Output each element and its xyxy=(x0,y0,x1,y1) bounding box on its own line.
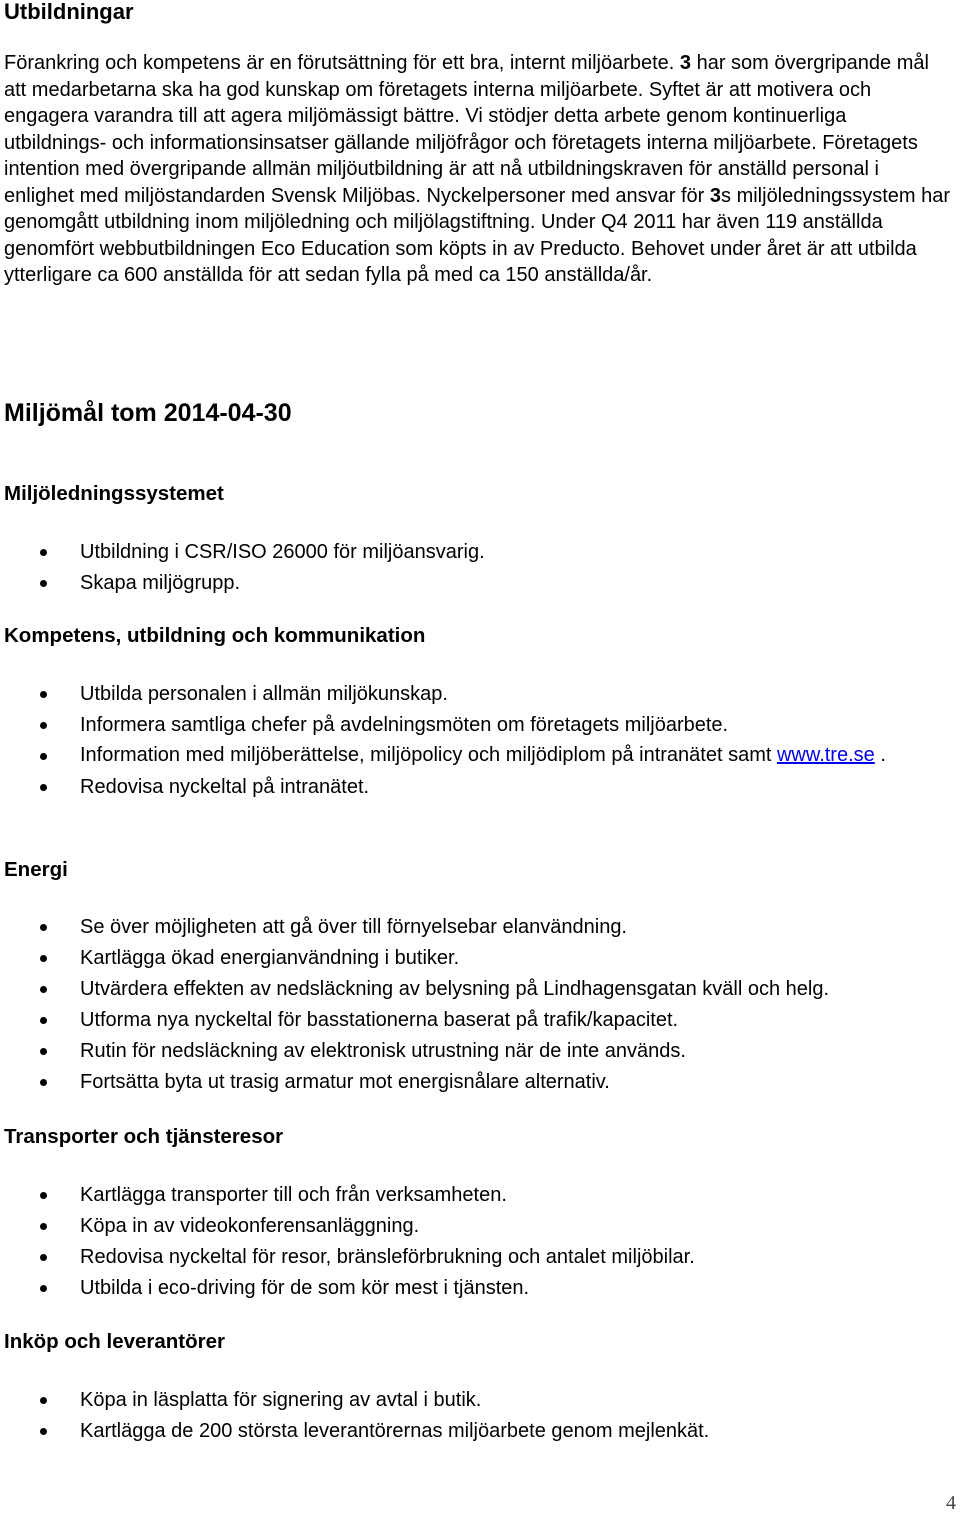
list-item: Utforma nya nyckeltal för basstationerna baserat på trafik/kapacitet. xyxy=(0,1005,950,1036)
inkop-list xyxy=(0,1385,950,1447)
section-title-energi: Energi xyxy=(4,858,68,881)
list-item xyxy=(0,741,950,772)
list-item: Fortsätta byta ut trasig armatur mot energisnålare alternativ. xyxy=(0,1067,950,1098)
list-item: Kartlägga transporter till och från verksamheten. xyxy=(0,1180,950,1211)
section-title-miljoledningssystemet: Miljöledningssystemet xyxy=(4,482,224,505)
brand-three: 3 xyxy=(709,184,722,207)
intro-text: har som övergripande mål att medarbetarna ska ha god kunskap om företagets interna miljöarbete. Syftet är att motivera och engagera varandra till att agera miljömässigt bättre. Vi stödjer detta arbete genom kontinuerliga utbildnings- och informationsinsatser gällande miljöfrågor och företagets interna miljöarbete. Företagets intention med övergripande allmän miljöutbildning är att nå utbildningskraven för anställd personal i enlighet med miljöstandarden Svensk Miljöbas. Nyckelpersoner med ansvar för xyxy=(4,52,929,207)
list-item: Utbilda personalen i allmän miljökunskap. xyxy=(0,679,950,710)
list-item: Utbildning i CSR/ISO 26000 för miljöansvarig. xyxy=(0,537,950,568)
miljoledningssystemet-list xyxy=(0,537,950,599)
section-title-kompetens: Kompetens, utbildning och kommunikation xyxy=(4,624,426,647)
list-item: Skapa miljögrupp. xyxy=(0,568,950,599)
intro-paragraph xyxy=(4,50,954,289)
brand-three: 3 xyxy=(679,52,692,74)
intro-text: s miljöledningssystem har genomgått utbildning inom miljöledning och miljölagstiftning. Under Q4 2011 har även 119 anställda genomfört webbutbildningen Eco Education som köpts in av Preducto. Behovet under året är att utbilda ytterligare ca 600 anställda för att sedan fylla på med ca 150 anställda/år. xyxy=(4,184,950,286)
list-item: Rutin för nedsläckning av elektronisk utrustning när de inte används. xyxy=(0,1036,950,1067)
list-item: Utbilda i eco-driving för de som kör mest i tjänsten. xyxy=(0,1273,950,1304)
list-item: Utvärdera effekten av nedsläckning av belysning på Lindhagensgatan kväll och helg. xyxy=(0,974,950,1005)
list-item: Kartlägga de 200 största leverantörernas miljöarbete genom mejlenkät. xyxy=(0,1416,950,1447)
list-item: Se över möjligheten att gå över till förnyelsebar elanvändning. xyxy=(0,912,950,943)
list-item: Köpa in läsplatta för signering av avtal i butik. xyxy=(0,1385,950,1416)
list-item: Köpa in av videokonferensanläggning. xyxy=(0,1211,950,1242)
list-item: Informera samtliga chefer på avdelningsmöten om företagets miljöarbete. xyxy=(0,710,950,741)
transporter-list xyxy=(0,1180,950,1304)
list-item: Redovisa nyckeltal för resor, bränsleförbrukning och antalet miljöbilar. xyxy=(0,1242,950,1273)
goals-heading: Miljömål tom 2014-04-30 xyxy=(4,399,292,427)
section-title-inkop: Inköp och leverantörer xyxy=(4,1330,226,1353)
intro-text: Förankring och kompetens är en förutsättning för ett bra, internt miljöarbete. xyxy=(4,52,680,74)
website-link[interactable]: www.tre.se xyxy=(776,744,875,766)
list-item: Redovisa nyckeltal på intranätet. xyxy=(0,772,950,803)
page-number: 4 xyxy=(946,1492,956,1514)
link-suffix: . xyxy=(874,744,886,766)
kompetens-list xyxy=(0,679,950,803)
section-title-transporter: Transporter och tjänsteresor xyxy=(4,1125,284,1148)
list-item: Kartlägga ökad energianvändning i butiker. xyxy=(0,943,950,974)
page-heading: Utbildningar xyxy=(4,0,134,24)
list-item-text: Information med miljöberättelse, miljöpolicy och miljödiplom på intranätet samt xyxy=(80,744,777,766)
energi-list xyxy=(0,912,950,1098)
